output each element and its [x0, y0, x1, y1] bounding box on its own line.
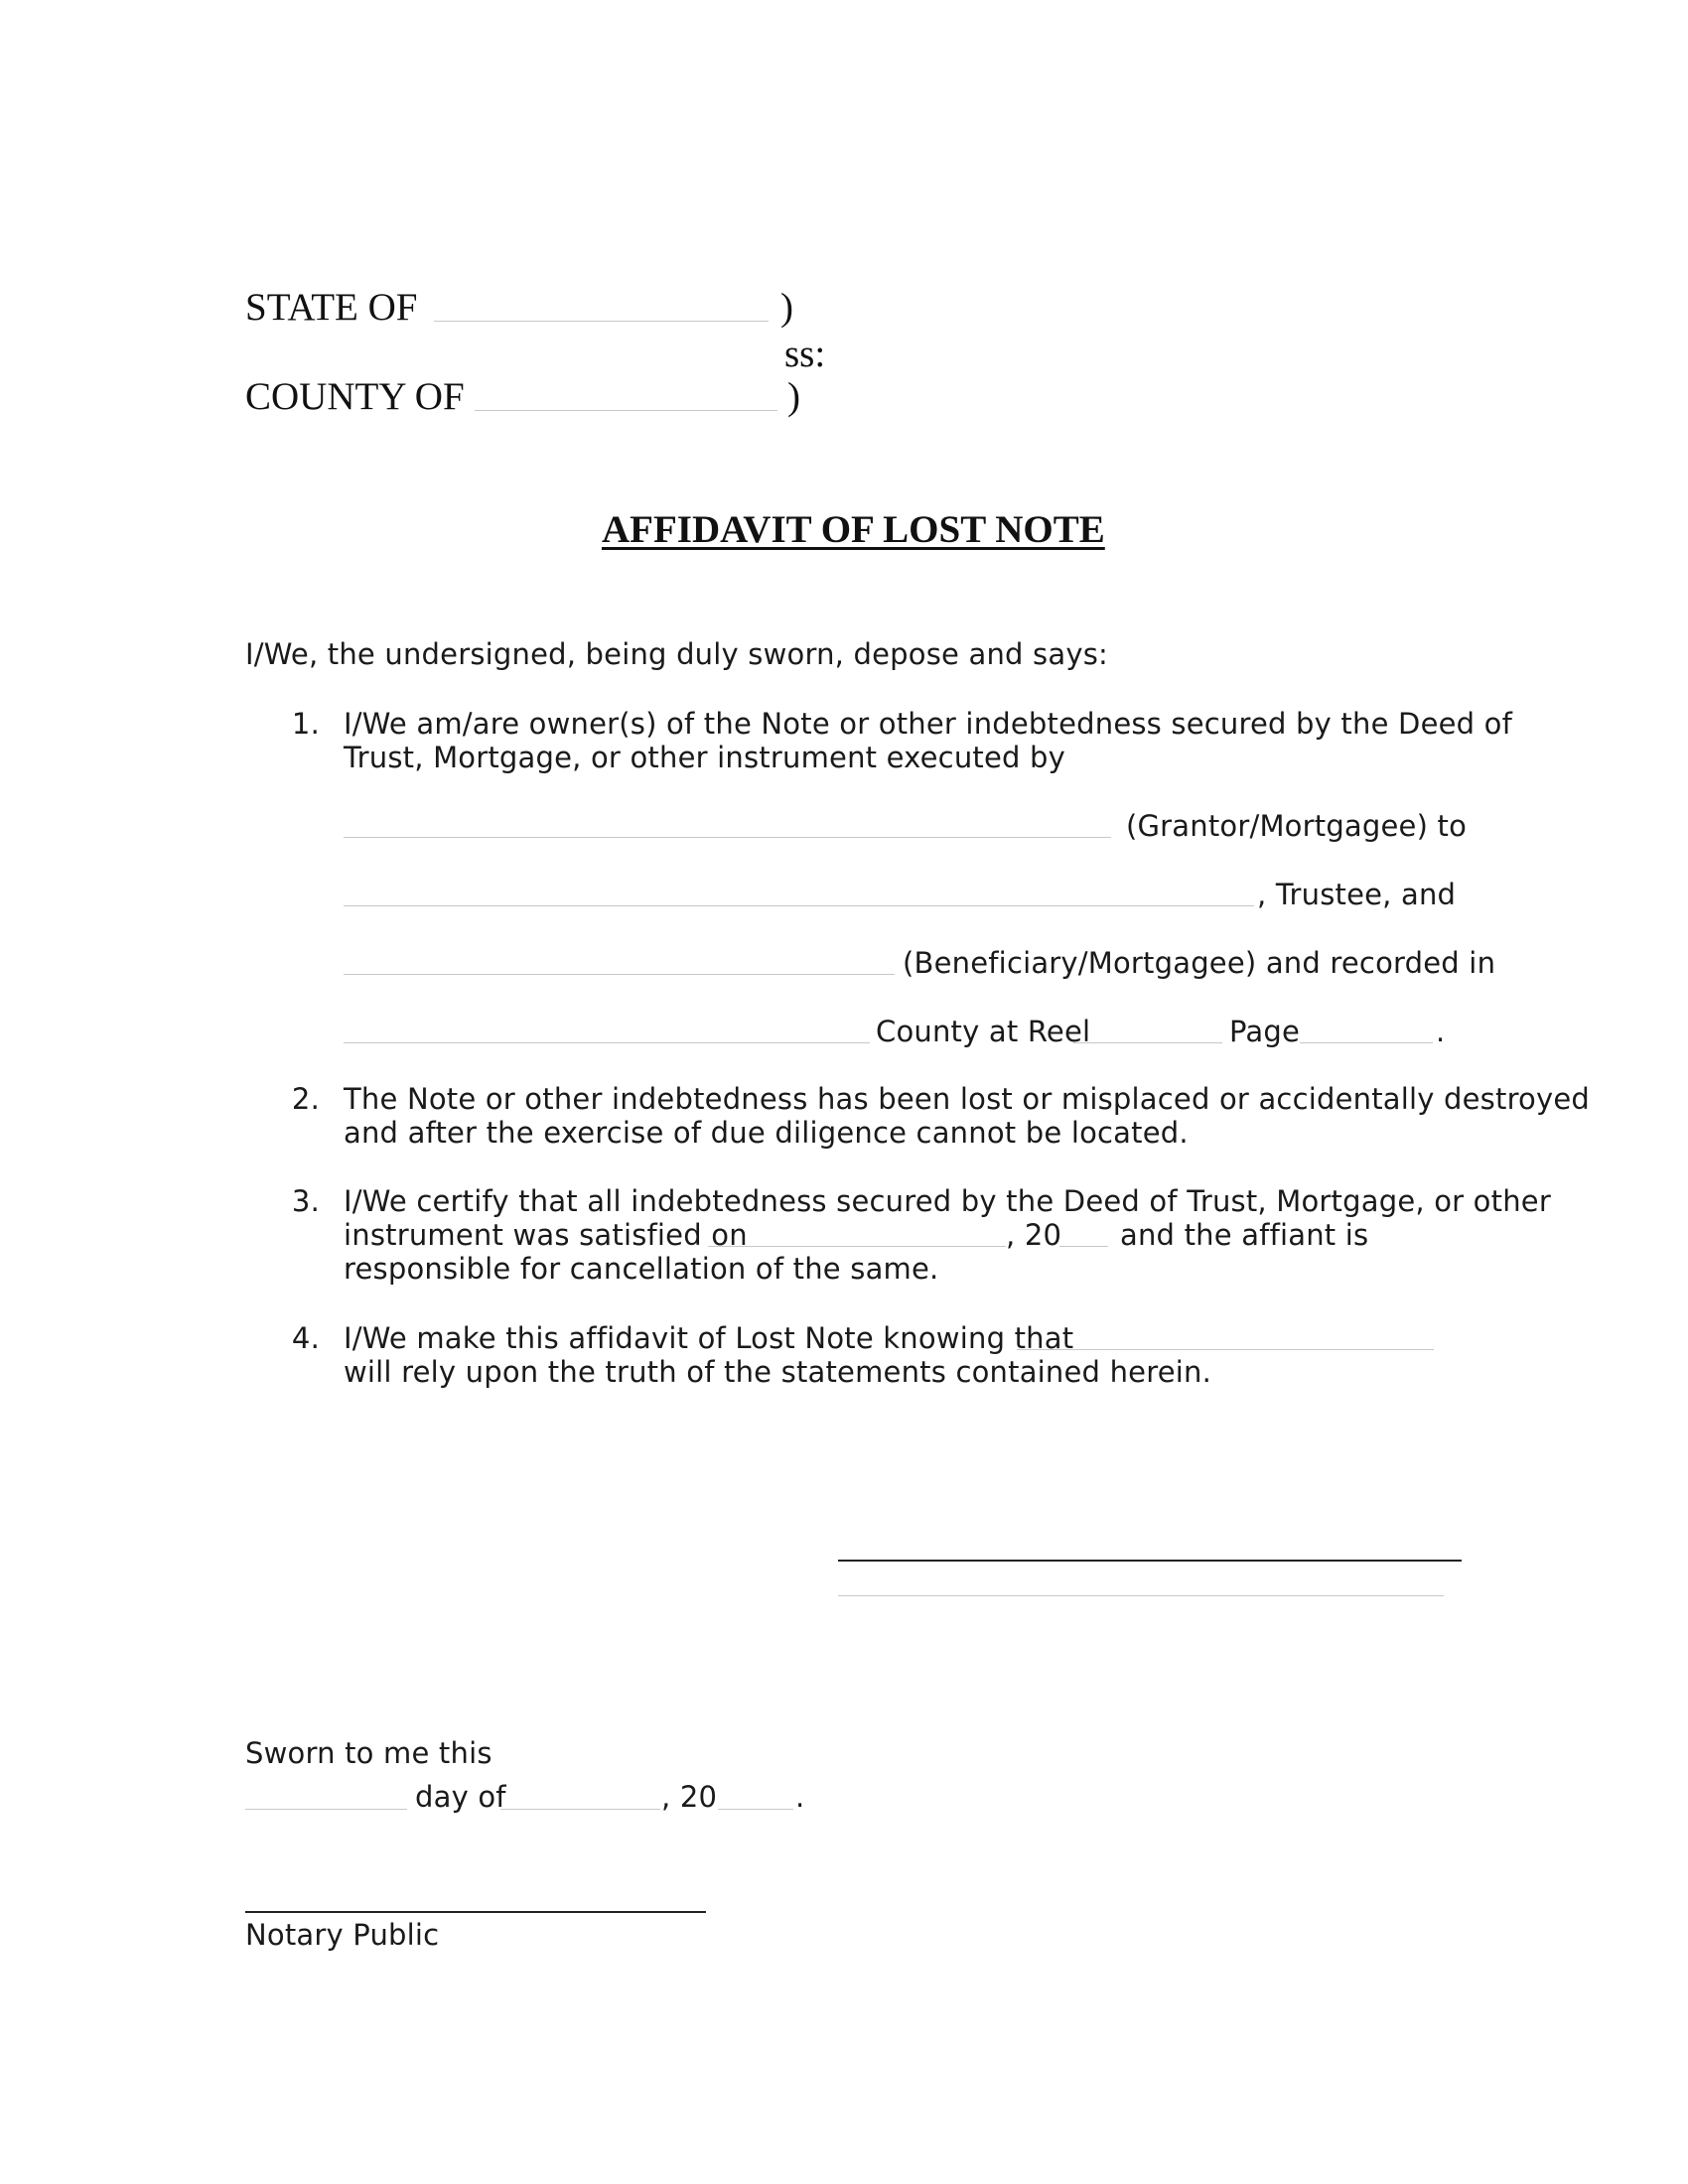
- item1-line1: I/We am/are owner(s) of the Note or other indebtedness secured by the Deed of: [344, 707, 1513, 741]
- period: .: [1436, 1015, 1446, 1048]
- item3-line2-prefix: instrument was satisfied on: [344, 1218, 748, 1252]
- page-label: Page: [1229, 1015, 1301, 1048]
- grantor-suffix: (Grantor/Mortgagee) to: [1126, 809, 1468, 843]
- page-field[interactable]: [1300, 1042, 1433, 1043]
- county-record-field[interactable]: [344, 1042, 870, 1043]
- notary-signature-line[interactable]: [245, 1911, 706, 1913]
- item3-line1: I/We certify that all indebtedness secured by the Deed of Trust, Mortgage, or other: [344, 1184, 1551, 1218]
- state-label: STATE OF: [245, 286, 418, 329]
- beneficiary-suffix: (Beneficiary/Mortgagee) and recorded in: [903, 946, 1496, 980]
- county-paren: ): [787, 375, 800, 418]
- trustee-field[interactable]: [344, 905, 1254, 906]
- day-of-label: day of: [415, 1780, 506, 1814]
- state-paren: ): [780, 286, 793, 329]
- jurat-year-field[interactable]: [718, 1809, 793, 1810]
- county-reel-label: County at Reel: [876, 1015, 1091, 1048]
- item2-line2: and after the exercise of due diligence cannot be located.: [344, 1116, 1189, 1150]
- item3-line3: responsible for cancellation of the same.: [344, 1252, 939, 1286]
- item-number: 3.: [291, 1184, 320, 1218]
- affiant-name-field[interactable]: [838, 1595, 1444, 1596]
- county-label: COUNTY OF: [245, 375, 465, 418]
- reel-field[interactable]: [1073, 1042, 1222, 1043]
- trustee-suffix: , Trustee, and: [1257, 878, 1457, 911]
- item3-line2-suffix: and the affiant is: [1120, 1218, 1369, 1252]
- beneficiary-field[interactable]: [344, 974, 895, 975]
- item4-line2: will rely upon the truth of the statements contained herein.: [344, 1355, 1211, 1389]
- day-field[interactable]: [245, 1809, 407, 1810]
- state-field[interactable]: [434, 321, 769, 322]
- grantor-field[interactable]: [344, 837, 1111, 838]
- intro-text: I/We, the undersigned, being duly sworn, depose and says:: [245, 637, 1108, 671]
- sworn-text: Sworn to me this: [245, 1736, 492, 1770]
- relying-party-field[interactable]: [1017, 1349, 1434, 1350]
- page-title: AFFIDAVIT OF LOST NOTE: [602, 508, 1105, 551]
- satisfied-date-field[interactable]: [708, 1246, 1006, 1247]
- year-prefix: , 20: [1006, 1218, 1062, 1252]
- county-field[interactable]: [475, 410, 777, 411]
- item-number: 1.: [291, 707, 320, 741]
- notary-label: Notary Public: [245, 1918, 440, 1952]
- item-number: 4.: [291, 1321, 320, 1355]
- ss-label: ss:: [784, 333, 826, 375]
- item1-line2: Trust, Mortgage, or other instrument executed by: [344, 741, 1066, 774]
- jurat-year-prefix: , 20: [661, 1780, 718, 1814]
- satisfied-year-field[interactable]: [1059, 1246, 1108, 1247]
- item2-line1: The Note or other indebtedness has been lost or misplaced or accidentally destroyed: [344, 1082, 1591, 1116]
- item4-line1-prefix: I/We make this affidavit of Lost Note knowing that: [344, 1321, 1074, 1355]
- month-field[interactable]: [500, 1809, 660, 1810]
- item-number: 2.: [291, 1082, 320, 1116]
- affiant-signature-line[interactable]: [838, 1560, 1462, 1562]
- jurat-period: .: [795, 1780, 805, 1814]
